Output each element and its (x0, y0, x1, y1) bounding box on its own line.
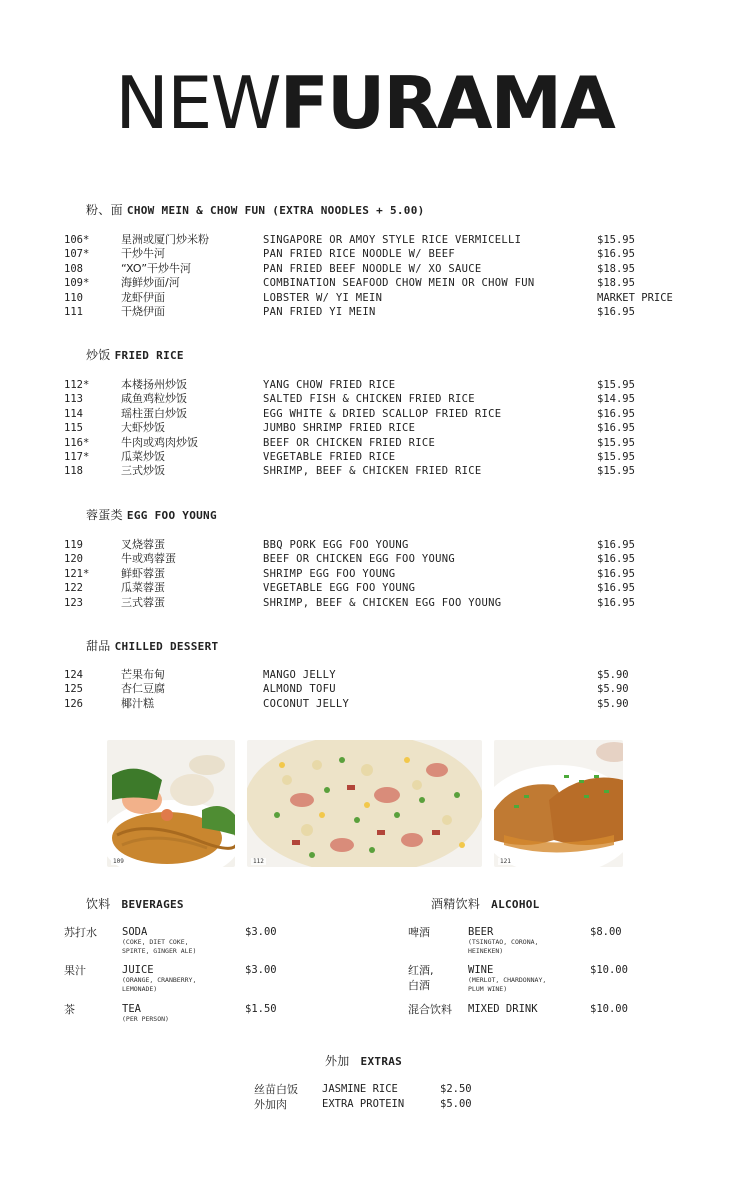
item-name-zh: 龙虾伊面 (121, 290, 165, 304)
menu-item (0, 538, 729, 552)
item-price: $16.95 (597, 305, 635, 318)
item-price: $15.95 (597, 234, 635, 246)
menu-item (0, 596, 729, 610)
item-name-zh: “XO”干炒牛河 (121, 261, 192, 275)
item-name-zh: 三式蓉蛋 (121, 595, 165, 609)
menu-item (0, 682, 729, 696)
item-number: 123 (64, 596, 83, 609)
item-name-en: ALMOND TOFU (263, 683, 336, 696)
item-number: 109* (64, 277, 90, 290)
section-title-en: FRIED RICE (114, 349, 184, 362)
menu-item (0, 262, 729, 276)
item-name-en: PAN FRIED BEEF NOODLE W/ XO SAUCE (263, 262, 482, 275)
menu-item (0, 567, 729, 581)
section-title-zh: 炒饭 (86, 348, 111, 362)
item-name-en: PAN FRIED YI MEIN (263, 305, 376, 318)
menu-item-list-egg-foo-young (0, 538, 729, 610)
menu-item (0, 247, 729, 261)
photo-label: 109 (113, 858, 124, 865)
item-name-en: SHRIMP, BEEF & CHICKEN EGG FOO YOUNG (263, 596, 502, 609)
item-number: 111 (64, 305, 83, 318)
item-number: 126 (64, 697, 83, 710)
item-price: $15.95 (597, 379, 635, 391)
drink-details: (MERLOT, CHARDONNAY, PLUM WINE) (468, 976, 547, 993)
item-price: $15.95 (597, 465, 635, 478)
section-title-zh: 蓉蛋类 (86, 508, 123, 522)
item-name-en: SHRIMP EGG FOO YOUNG (263, 567, 396, 580)
beverages-title-zh: 饮料 (86, 897, 111, 911)
section-title-en: CHILLED DESSERT (114, 640, 219, 653)
photo-yang-chow-fried-rice (247, 740, 482, 867)
menu-item (0, 407, 729, 421)
item-name-en: SHRIMP, BEEF & CHICKEN FRIED RICE (263, 465, 482, 478)
alcohol-title (431, 895, 540, 912)
extras-title-en: EXTRAS (360, 1055, 403, 1068)
drink-name-zh: 啤酒 (408, 926, 430, 939)
item-price: $5.90 (597, 697, 629, 710)
menu-item (0, 552, 729, 566)
item-number: 114 (64, 407, 83, 420)
drink-price: $8.00 (590, 926, 622, 938)
item-name-en: LOBSTER W/ YI MEIN (263, 291, 383, 304)
item-price: $16.95 (597, 553, 635, 566)
section-title-en: CHOW MEIN & CHOW FUN (EXTRA NOODLES + 5.00) (126, 204, 425, 217)
drink-price: $3.00 (245, 926, 277, 938)
item-number: 118 (64, 465, 83, 478)
item-number: 116* (64, 436, 90, 449)
extras-title-zh: 外加 (325, 1054, 350, 1068)
item-name-en: VEGETABLE FRIED RICE (263, 450, 396, 463)
item-name-zh: 海鲜炒面/河 (121, 276, 180, 290)
logo-bold-text: FURAMA (279, 61, 614, 145)
drink-name-en: JUICE (122, 964, 154, 976)
item-price: $5.90 (597, 669, 629, 681)
fried-rice-image (247, 740, 482, 867)
menu-item (0, 450, 729, 464)
item-name-en: COCONUT JELLY (263, 697, 350, 710)
item-name-en: MANGO JELLY (263, 669, 336, 681)
item-name-en: SALTED FISH & CHICKEN FRIED RICE (263, 393, 475, 406)
item-price: $16.95 (597, 596, 635, 609)
item-number: 119 (64, 539, 83, 551)
item-name-zh: 大虾炒饭 (121, 421, 165, 435)
item-name-zh: 三式炒饭 (121, 464, 165, 478)
item-name-zh: 牛或鸡蓉蛋 (121, 552, 176, 566)
item-price: $16.95 (597, 248, 635, 261)
item-number: 120 (64, 553, 83, 566)
menu-item (0, 291, 729, 305)
drink-price: $10.00 (590, 964, 628, 976)
seafood-chow-mein-image (107, 740, 235, 867)
drink-name-en: TEA (122, 1003, 141, 1015)
drink-details: (PER PERSON) (122, 1015, 169, 1023)
item-name-zh: 瓜菜蓉蛋 (121, 581, 165, 595)
menu-item (0, 233, 729, 247)
menu-item (0, 378, 729, 392)
drink-price: $10.00 (590, 1003, 628, 1015)
item-name-en: BBQ PORK EGG FOO YOUNG (263, 539, 409, 551)
item-price: $15.95 (597, 450, 635, 463)
logo-light-text: NEW (115, 61, 280, 145)
item-price: $18.95 (597, 277, 635, 290)
item-name-zh: 瓜菜炒饭 (121, 449, 165, 463)
item-name-zh: 椰汁糕 (121, 696, 154, 710)
item-number: 125 (64, 683, 83, 696)
menu-item (0, 581, 729, 595)
item-name-zh: 干炒牛河 (121, 247, 165, 261)
drink-name-zh: 混合饮料 (408, 1003, 452, 1016)
item-price: $18.95 (597, 262, 635, 275)
item-number: 106* (64, 234, 90, 246)
item-name-zh: 瑶柱蛋白炒饭 (121, 406, 187, 420)
menu-item-list-fried-rice (0, 378, 729, 479)
beverages-title (86, 895, 184, 912)
item-price: $16.95 (597, 567, 635, 580)
item-number: 124 (64, 669, 83, 681)
extra-price: $2.50 (440, 1083, 472, 1095)
photo-shrimp-egg-foo-young (494, 740, 623, 867)
item-name-zh: 本楼扬州炒饭 (121, 378, 187, 391)
photo-seafood-chow-mein (107, 740, 235, 867)
menu-item (0, 276, 729, 290)
drink-price: $1.50 (245, 1003, 277, 1015)
photo-label: 121 (500, 858, 511, 865)
section-title-fried-rice (86, 346, 184, 363)
section-title-zh: 甜品 (86, 639, 111, 653)
item-name-zh: 牛肉或鸡肉炒饭 (121, 435, 198, 449)
drink-price: $3.00 (245, 964, 277, 976)
item-number: 122 (64, 582, 83, 595)
drink-name-en: MIXED DRINK (468, 1003, 538, 1015)
menu-item (0, 697, 729, 711)
item-price: $16.95 (597, 539, 635, 551)
item-name-en: BEEF OR CHICKEN EGG FOO YOUNG (263, 553, 456, 566)
item-price: $15.95 (597, 436, 635, 449)
menu-item (0, 668, 729, 682)
item-name-en: BEEF OR CHICKEN FRIED RICE (263, 436, 436, 449)
item-name-zh: 干烧伊面 (121, 304, 165, 318)
item-name-zh: 叉烧蓉蛋 (121, 538, 165, 551)
item-price: $5.90 (597, 683, 629, 696)
section-title-dessert (86, 637, 218, 654)
item-name-zh: 杏仁豆腐 (121, 682, 165, 696)
item-price: $16.95 (597, 422, 635, 435)
photo-label: 112 (253, 858, 264, 865)
drink-name-zh: 茶 (64, 1003, 75, 1016)
item-price: $14.95 (597, 393, 635, 406)
item-name-zh: 鲜虾蓉蛋 (121, 566, 165, 580)
item-number: 108 (64, 262, 83, 275)
item-price: MARKET PRICE (597, 291, 673, 304)
item-number: 113 (64, 393, 83, 406)
item-number: 117* (64, 450, 90, 463)
beverages-title-en: BEVERAGES (121, 898, 184, 911)
item-price: $16.95 (597, 407, 635, 420)
drink-details: (COKE, DIET COKE, SPIRTE, GINGER ALE) (122, 938, 197, 955)
menu-item (0, 436, 729, 450)
item-name-en: COMBINATION SEAFOOD CHOW MEIN OR CHOW FUN (263, 277, 535, 290)
section-title-egg-foo-young (86, 506, 217, 523)
menu-item (0, 392, 729, 406)
section-title-en: EGG FOO YOUNG (126, 509, 217, 522)
item-name-en: EGG WHITE & DRIED SCALLOP FRIED RICE (263, 407, 502, 420)
extra-name-en: JASMINE RICE (322, 1083, 398, 1095)
drink-name-en: BEER (468, 926, 494, 938)
alcohol-title-en: ALCOHOL (491, 898, 540, 911)
item-number: 110 (64, 291, 83, 304)
item-number: 112* (64, 379, 90, 391)
item-name-zh: 星洲或厦门炒米粉 (121, 233, 209, 246)
item-number: 115 (64, 422, 83, 435)
drink-name-zh: 红酒, 白酒 (408, 964, 434, 992)
extras-title (325, 1052, 402, 1069)
item-name-zh: 芒果布甸 (121, 668, 165, 681)
menu-item-list-dessert (0, 668, 729, 711)
item-name-en: PAN FRIED RICE NOODLE W/ BEEF (263, 248, 456, 261)
item-name-en: YANG CHOW FRIED RICE (263, 379, 396, 391)
section-title-zh: 粉、面 (86, 203, 123, 217)
extra-name-en: EXTRA PROTEIN (322, 1098, 405, 1110)
egg-foo-young-image (494, 740, 623, 867)
restaurant-logo (0, 58, 729, 148)
menu-item (0, 464, 729, 478)
extra-price: $5.00 (440, 1098, 472, 1110)
drink-details: (TSINGTAO, CORONA, HEINEKEN) (468, 938, 539, 955)
item-name-en: VEGETABLE EGG FOO YOUNG (263, 582, 416, 595)
extra-name-zh: 丝苗白饭 (254, 1083, 298, 1096)
drink-name-en: SODA (122, 926, 148, 938)
item-name-en: SINGAPORE OR AMOY STYLE RICE VERMICELLI (263, 234, 522, 246)
drink-details: (ORANGE, CRANBERRY, LEMONADE) (122, 976, 197, 993)
drink-name-zh: 果汁 (64, 964, 86, 977)
item-name-en: JUMBO SHRIMP FRIED RICE (263, 422, 416, 435)
extra-name-zh: 外加肉 (254, 1098, 287, 1111)
drink-name-zh: 苏打水 (64, 926, 97, 939)
menu-item (0, 305, 729, 319)
item-name-zh: 咸鱼鸡粒炒饭 (121, 392, 187, 406)
menu-item (0, 421, 729, 435)
menu-item-list-chow-mein (0, 233, 729, 319)
drink-name-en: WINE (468, 964, 494, 976)
item-number: 107* (64, 248, 90, 261)
item-number: 121* (64, 567, 90, 580)
item-price: $16.95 (597, 582, 635, 595)
alcohol-title-zh: 酒精饮料 (431, 897, 481, 911)
section-title-chow-mein (86, 201, 425, 218)
